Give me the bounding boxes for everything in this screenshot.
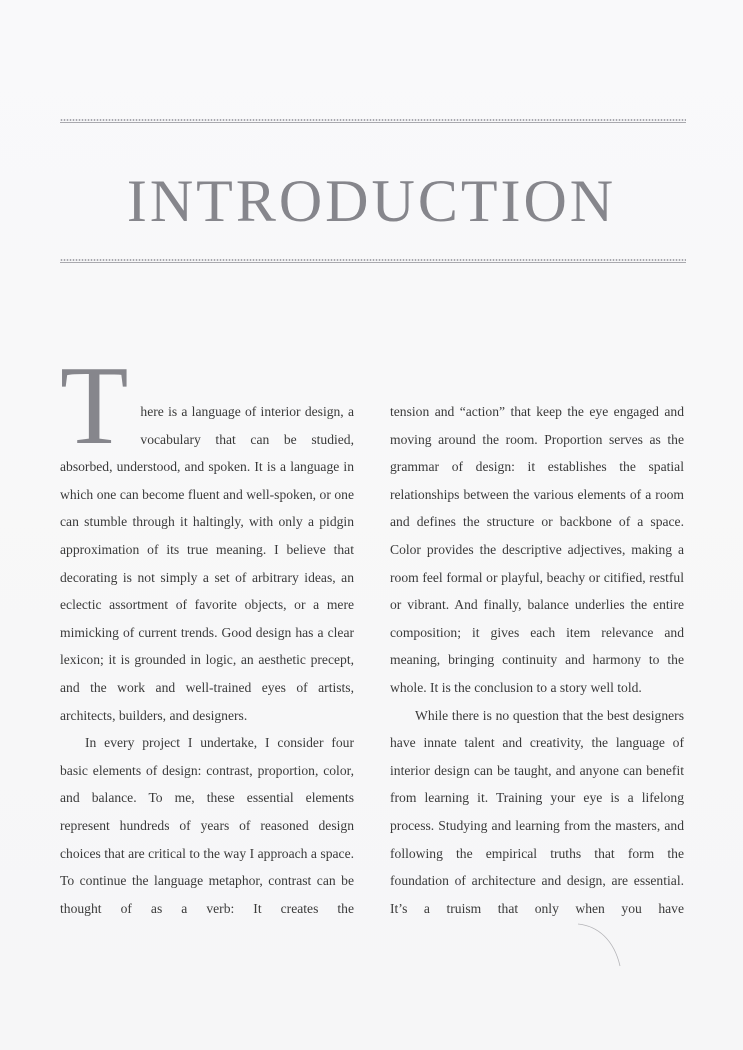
bottom-dotted-rule (60, 259, 686, 264)
page-title: INTRODUCTION (126, 168, 617, 234)
drop-cap: T (60, 344, 129, 468)
paragraph-1-text: here is a language of interior design, a vocabulary that can be studied, absorbed, understood, and spoken. It is a language in which one can become fluent and well-spoken, or one can stumble through it haltingly, with only a pidgin approximation of its true meaning. I believe that decorating is not simply a set of arbitrary ideas, an eclectic assortment of favorite objects, or a mere mimicking of current trends. Good design has a clear lexicon; it is grounded in logic, an aesthetic precept, and the work and well-trained eyes of artists, architects, builders, and designers. (60, 404, 354, 723)
top-dotted-rule (60, 119, 686, 124)
rule-line (60, 122, 686, 123)
paragraph-2: In every project I undertake, I consider four basic elements of design: contrast, proportion, color, and balance. To me, these essential elements represent hundreds of years of reasoned design choices that are critical to the way I approach a space. To continue the language metaphor, contrast can be thought of as a verb: It creates the (60, 735, 354, 916)
left-column (60, 344, 354, 922)
paragraph-1 (60, 344, 354, 729)
right-column (390, 398, 684, 922)
rule-line (60, 262, 686, 263)
rule-dots (60, 259, 686, 261)
paragraph-3: tension and “action” that keep the eye engaged and moving around the room. Proportion serves as the grammar of design: it establishes the spatial relationships between the various elements of a room and defines the structure or backbone of a space. Color provides the descriptive adjectives, making a room feel formal or playful, beachy or citified, restful or vibrant. And finally, balance underlies the entire composition; it gives each item relevance and meaning, bringing continuity and harmony to the whole. It is the conclusion to a story well told. (390, 404, 684, 695)
page-curl-mark (576, 920, 626, 970)
paragraph-4: While there is no question that the best designers have innate talent and creativity, the language of interior design can be taught, and anyone can benefit from learning it. Training your eye is a lifelong process. Studying and learning from the masters, and following the empirical truths that form the foundation of architecture and design, are essential. It’s a truism that only when you have (390, 707, 684, 916)
rule-dots (60, 119, 686, 121)
